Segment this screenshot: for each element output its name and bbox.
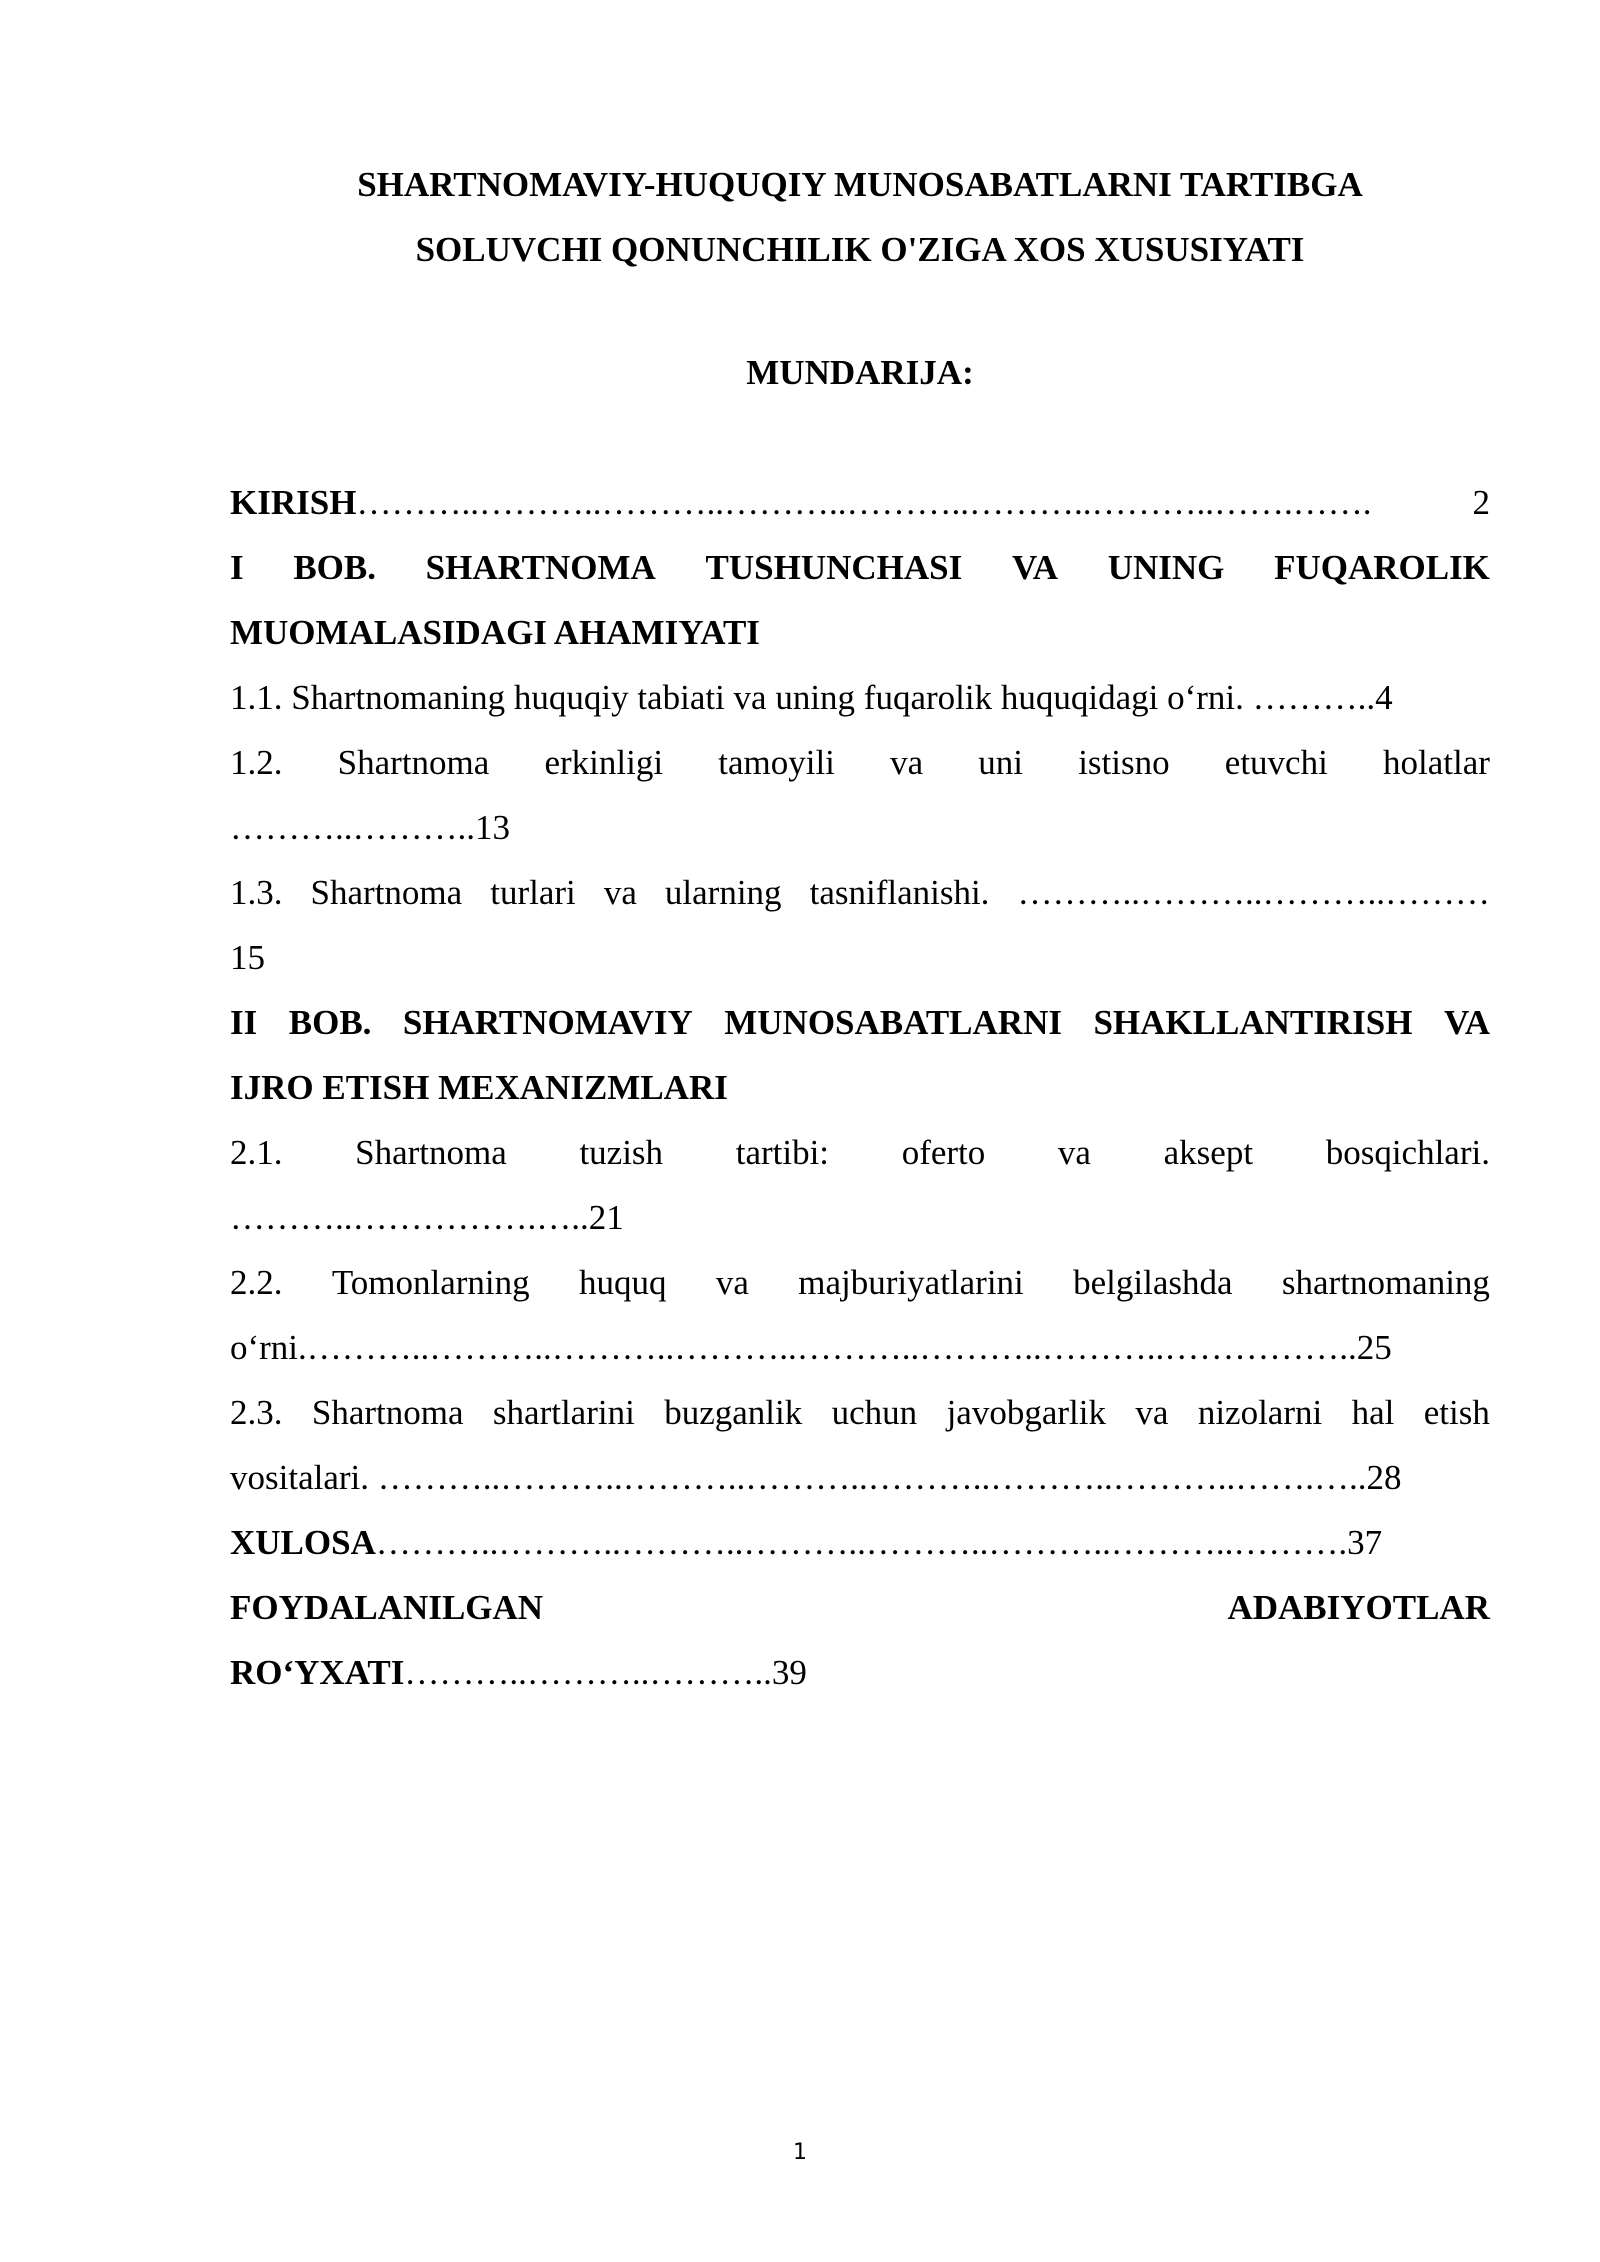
toc-1-3-word: 1.3. xyxy=(230,873,283,912)
toc-ch2-word: SHARTNOMAVIY xyxy=(402,1003,693,1042)
toc-2-3-word: javobgarlik xyxy=(946,1393,1106,1432)
toc-2-2-word: huquq xyxy=(579,1263,667,1302)
toc-kirish-label: KIRISH xyxy=(230,483,357,522)
toc-1-2-word: erkinligi xyxy=(544,743,664,782)
toc-ch2-word: BOB. xyxy=(288,1003,372,1042)
toc-chapter-2-line-2: IJRO ETISH MEXANIZMLARI xyxy=(230,1068,728,1107)
toc-2-2-word: majburiyatlarini xyxy=(798,1263,1024,1302)
toc-chapter-2-line-1 xyxy=(230,990,1490,1055)
title-line-1: SHARTNOMAVIY-HUQUQIY MUNOSABATLARNI TARTIBGA xyxy=(357,165,1363,204)
toc-2-1-page: 21 xyxy=(588,1198,624,1237)
contents-heading: MUNDARIJA: xyxy=(746,353,974,392)
toc-entry-1-1 xyxy=(230,665,1490,730)
toc-chapter-1-line-1 xyxy=(230,535,1490,600)
toc-ch2-word: SHAKLLANTIRISH xyxy=(1093,1003,1413,1042)
toc-2-1-word: tartibi: xyxy=(735,1133,830,1172)
toc-ch2-word: MUNOSABATLARNI xyxy=(724,1003,1062,1042)
toc-ch2-word: II xyxy=(230,1003,258,1042)
toc-1-2-word: Shartnoma xyxy=(337,743,490,782)
toc-1-3-dots: ………..………..………..……… xyxy=(1017,873,1490,912)
table-of-contents xyxy=(230,470,1490,1705)
toc-entry-2-2-line-2 xyxy=(230,1315,1490,1380)
toc-entry-kirish xyxy=(230,470,1490,535)
toc-2-3-word: buzganlik xyxy=(664,1393,803,1432)
toc-entry-2-2-line-1 xyxy=(230,1250,1490,1315)
toc-2-1-word: bosqichlari. xyxy=(1325,1133,1490,1172)
toc-entry-2-1-line-1 xyxy=(230,1120,1490,1185)
toc-1-2-word: uni xyxy=(978,743,1024,782)
toc-entry-2-3-line-2 xyxy=(230,1445,1490,1510)
document-title xyxy=(230,152,1490,282)
toc-kirish-dots: ………..………..………..………..………..………..………..…….……. xyxy=(356,483,1372,522)
toc-1-1-page: 4 xyxy=(1375,678,1393,717)
toc-xulosa-dots: ………..………..………..………..………..………..………..………. xyxy=(375,1523,1348,1562)
toc-bibliography-word-left: FOYDALANILGAN xyxy=(230,1588,544,1627)
toc-bibliography-label: RO‘YXATI xyxy=(230,1653,405,1692)
toc-1-2-word: 1.2. xyxy=(230,743,283,782)
toc-2-1-word: Shartnoma xyxy=(355,1133,507,1172)
toc-1-2-word: etuvchi xyxy=(1224,743,1328,782)
toc-2-1-word: va xyxy=(1057,1133,1091,1172)
toc-bibliography-dots: ………..………..……….. xyxy=(404,1653,772,1692)
toc-2-3-word: etish xyxy=(1423,1393,1490,1432)
toc-2-2-text: o‘rni.………..………..………..………..………..………..………..…………….. xyxy=(230,1328,1357,1367)
toc-1-2-dots: ………..……….. xyxy=(230,808,475,847)
toc-2-2-word: va xyxy=(715,1263,749,1302)
toc-entry-1-3-line-1 xyxy=(230,860,1490,925)
toc-2-3-word: shartlarini xyxy=(492,1393,635,1432)
toc-entry-bibliography-line-2 xyxy=(230,1640,1490,1705)
toc-2-3-word: 2.3. xyxy=(230,1393,283,1432)
toc-kirish-page: 2 xyxy=(1472,483,1490,522)
toc-2-1-word: aksept xyxy=(1163,1133,1254,1172)
toc-2-2-word: Tomonlarning xyxy=(331,1263,530,1302)
toc-ch1-word: SHARTNOMA xyxy=(425,548,656,587)
toc-entry-2-3-line-1 xyxy=(230,1380,1490,1445)
toc-2-3-word: uchun xyxy=(831,1393,918,1432)
toc-2-3-word: Shartnoma xyxy=(311,1393,464,1432)
toc-ch1-word: UNING xyxy=(1107,548,1225,587)
toc-bibliography-page: 39 xyxy=(771,1653,807,1692)
toc-2-3-word: hal xyxy=(1351,1393,1395,1432)
toc-entry-2-1-line-2 xyxy=(230,1185,1490,1250)
toc-2-2-page: 25 xyxy=(1356,1328,1392,1367)
toc-1-1-text: 1.1. Shartnomaning huquqiy tabiati va uning fuqarolik huquqidagi o‘rni. ……….. xyxy=(230,678,1376,717)
toc-2-3-page: 28 xyxy=(1366,1458,1402,1497)
toc-ch1-word: I xyxy=(230,548,244,587)
toc-2-3-word: nizolarni xyxy=(1197,1393,1323,1432)
toc-2-1-word: oferto xyxy=(901,1133,986,1172)
toc-2-2-word: belgilashda xyxy=(1073,1263,1233,1302)
toc-ch1-word: BOB. xyxy=(293,548,376,587)
toc-2-1-dots: ………..…………….….. xyxy=(230,1198,589,1237)
toc-2-3-text: vositalari. ………..………..………..………..………..………..………..…….….. xyxy=(230,1458,1367,1497)
toc-1-3-word: ularning xyxy=(664,873,782,912)
page-number: 1 xyxy=(793,2140,807,2165)
toc-entry-xulosa xyxy=(230,1510,1490,1575)
toc-xulosa-label: XULOSA xyxy=(230,1523,376,1562)
toc-1-3-word: va xyxy=(603,873,637,912)
toc-1-3-page: 15 xyxy=(230,938,265,977)
toc-1-2-word: istisno xyxy=(1078,743,1170,782)
toc-2-1-word: tuzish xyxy=(579,1133,664,1172)
toc-ch2-word: VA xyxy=(1443,1003,1490,1042)
toc-1-3-word: tasniflanishi. xyxy=(809,873,990,912)
title-line-2: SOLUVCHI QONUNCHILIK O'ZIGA XOS XUSUSIYATI xyxy=(415,230,1305,269)
toc-bibliography-word-right: ADABIYOTLAR xyxy=(1227,1588,1490,1627)
toc-1-2-word: tamoyili xyxy=(718,743,835,782)
toc-1-2-word: va xyxy=(890,743,924,782)
toc-xulosa-page: 37 xyxy=(1347,1523,1383,1562)
toc-ch1-word: FUQAROLIK xyxy=(1274,548,1490,587)
toc-2-2-word: 2.2. xyxy=(230,1263,283,1302)
toc-2-2-word: shartnomaning xyxy=(1281,1263,1490,1302)
toc-2-3-word: va xyxy=(1135,1393,1169,1432)
toc-1-2-page: 13 xyxy=(475,808,510,847)
toc-entry-bibliography-line-1 xyxy=(230,1575,1490,1640)
toc-chapter-1-line-2: MUOMALASIDAGI AHAMIYATI xyxy=(230,613,760,652)
toc-ch1-word: VA xyxy=(1011,548,1058,587)
toc-1-2-word: holatlar xyxy=(1383,743,1490,782)
toc-1-3-word: Shartnoma xyxy=(310,873,463,912)
toc-ch1-word: TUSHUNCHASI xyxy=(705,548,963,587)
toc-1-3-word: turlari xyxy=(490,873,576,912)
toc-2-1-word: 2.1. xyxy=(230,1133,283,1172)
toc-entry-1-2-line-2 xyxy=(230,795,1490,860)
toc-entry-1-2-line-1 xyxy=(230,730,1490,795)
